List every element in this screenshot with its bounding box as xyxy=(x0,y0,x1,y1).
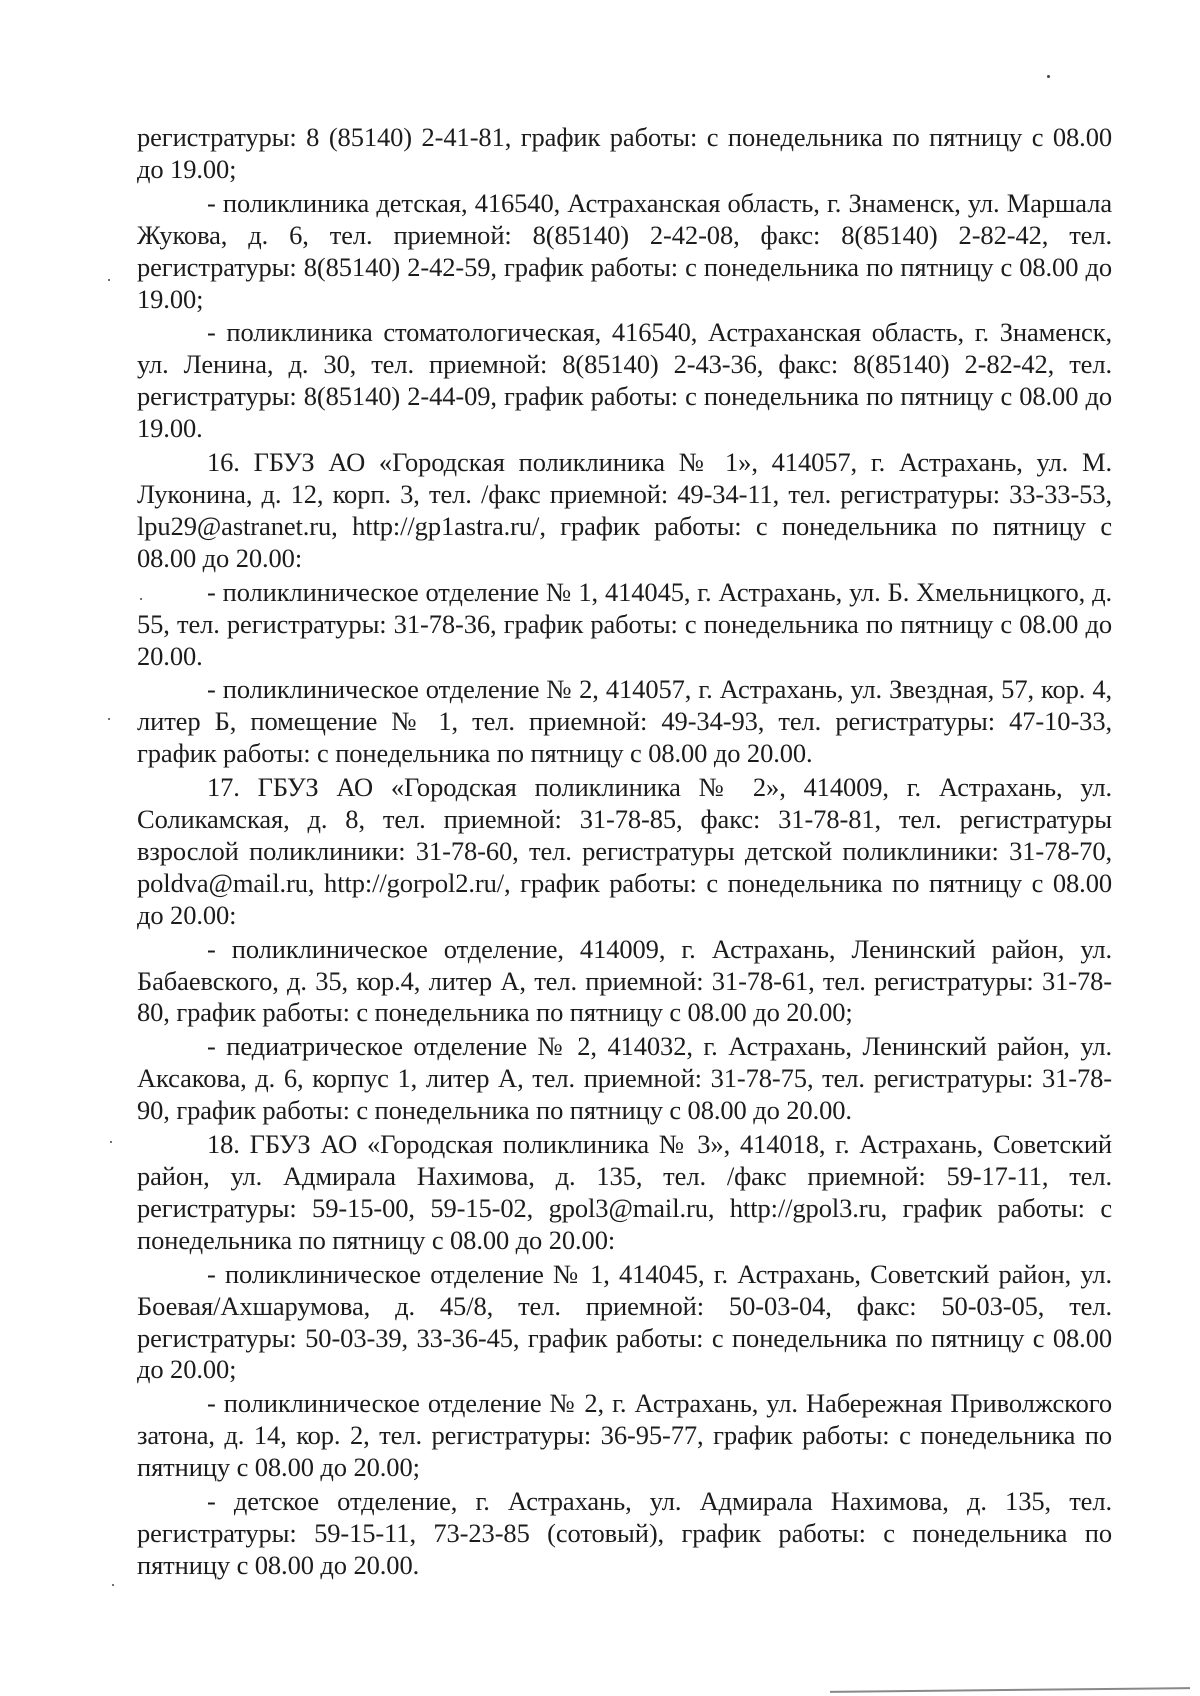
paragraph-item-17: 17. ГБУЗ АО «Городская поликлиника № 2», 414009, г. Астрахань, ул. Соликамская, д. 8, тел. приемной: 31-78-85, факс: 31-78-81, тел. регистратуры взрослой поликлиники: 31-78-60, тел. регистратуры детской поликлиники: 31-78-70, poldva@mail.ru, http://gorpol2.ru/, график работы: с понедельника по пятницу с 08.00 до 20.00: xyxy=(137,772,1112,930)
paragraph-item-17-dept: - поликлиническое отделение, 414009, г. Астрахань, Ленинский район, ул. Бабаевского, д. 35, кор.4, литер А, тел. приемной: 31-78-61, тел. регистратуры: 31-78-80, график работы: с понедельника по пятницу с 08.00 до 20.00; xyxy=(137,933,1112,1028)
paragraph-item-18: 18. ГБУЗ АО «Городская поликлиника № 3», 414018, г. Астрахань, Советский район, ул. Адмирала Нахимова, д. 135, тел. /факс приемной: 59-17-11, тел. регистратуры: 59-15-00, 59-15-02, gpol3@mail.ru, http://gpol3.ru, график работы: с понедельника по пятницу с 08.00 до 20.00: xyxy=(137,1129,1112,1255)
document-page xyxy=(137,122,1112,1584)
scan-speck xyxy=(110,1141,112,1143)
scan-speck xyxy=(112,1584,114,1586)
scan-edge-line xyxy=(830,1687,1190,1693)
paragraph-dental-polyclinic: - поликлиника стоматологическая, 416540, Астраханская область, г. Знаменск, ул. Ленина, д. 30, тел. приемной: 8(85140) 2-43-36, факс: 8(85140) 2-82-42, тел. регистратуры: 8(85140) 2-44-09, график работы: с понедельника по пятницу с 08.00 до 19.00. xyxy=(137,317,1112,444)
scan-speck xyxy=(1047,75,1050,78)
paragraph-item-16: 16. ГБУЗ АО «Городская поликлиника № 1», 414057, г. Астрахань, ул. М. Луконина, д. 12, корп. 3, тел. /факс приемной: 49-34-11, тел. регистратуры: 33-33-53, lpu29@astranet.ru, http://gp1astra.ru/, график работы: с понедельника по пятницу с 08.00 до 20.00: xyxy=(137,447,1112,573)
paragraph-item-17-pediatric: - педиатрическое отделение № 2, 414032, г. Астрахань, Ленинский район, ул. Аксакова, д. 6, корпус 1, литер А, тел. приемной: 31-78-75, тел. регистратуры: 31-78-90, график работы: с понедельника по пятницу с 08.00 до 20.00. xyxy=(137,1031,1112,1126)
paragraph-item-16-dept-2: - поликлиническое отделение № 2, 414057, г. Астрахань, ул. Звездная, 57, кор. 4, литер Б, помещение № 1, тел. приемной: 49-34-93, тел. регистратуры: 47-10-33, график работы: с понедельника по пятницу с 08.00 до 20.00. xyxy=(137,674,1112,769)
paragraph-item-18-dept-1: - поликлиническое отделение № 1, 414045, г. Астрахань, Советский район, ул. Боевая/Ахшарумова, д. 45/8, тел. приемной: 50-03-04, факс: 50-03-05, тел. регистратуры: 50-03-39, 33-36-45, график работы: с понедельника по пятницу с 08.00 до 20.00; xyxy=(137,1258,1112,1385)
paragraph-item-18-children: - детское отделение, г. Астрахань, ул. Адмирала Нахимова, д. 135, тел. регистратуры: 59-15-11, 73-23-85 (сотовый), график работы: с понедельника по пятницу с 08.00 до 20.00. xyxy=(137,1486,1112,1580)
paragraph-children-polyclinic: - поликлиника детская, 416540, Астраханская область, г. Знаменск, ул. Маршала Жукова, д. 6, тел. приемной: 8(85140) 2-42-08, факс: 8(85140) 2-82-42, тел. регистратуры: 8(85140) 2-42-59, график работы: с понедельника по пятницу с 08.00 до 19.00; xyxy=(137,187,1112,314)
paragraph-continuation: регистратуры: 8 (85140) 2-41-81, график работы: с понедельника по пятницу с 08.00 до 19.00; xyxy=(137,122,1112,184)
paragraph-item-18-dept-2: - поликлиническое отделение № 2, г. Астрахань, ул. Набережная Приволжского затона, д. 14, кор. 2, тел. регистратуры: 36-95-77, график работы: с понедельника по пятницу с 08.00 до 20.00; xyxy=(137,1388,1112,1483)
scan-speck xyxy=(108,718,110,720)
scan-speck xyxy=(108,279,110,281)
scan-speck xyxy=(140,598,142,600)
paragraph-item-16-dept-1: - поликлиническое отделение № 1, 414045, г. Астрахань, ул. Б. Хмельницкого, д. 55, тел. регистратуры: 31-78-36, график работы: с понедельника по пятницу с 08.00 до 20.00. xyxy=(137,576,1112,671)
